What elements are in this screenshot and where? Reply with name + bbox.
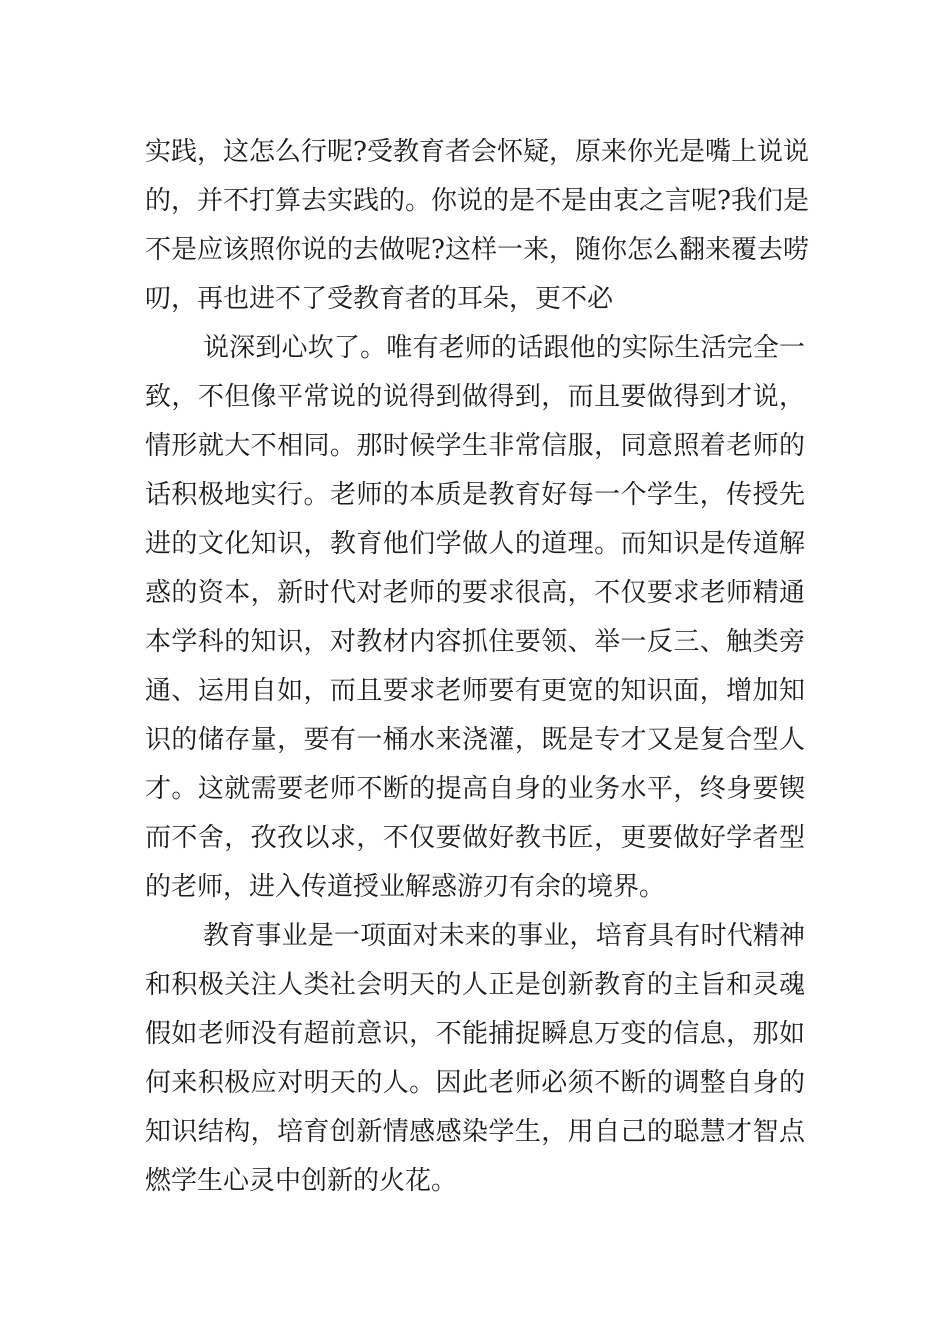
text-line: 教育事业是一项面对未来的事业，培育具有时代精神 — [203, 921, 805, 951]
text-line: 何来积极应对明天的人。因此老师必须不断的调整自身的 — [145, 1068, 805, 1098]
body-text — [145, 128, 809, 1206]
text-line: 才。这就需要老师不断的提高自身的业务水平，终身要锲 — [145, 774, 805, 804]
text-line: 燃学生心灵中创新的火花。 — [145, 1166, 458, 1196]
text-line: 叨，再也进不了受教育者的耳朵，更不必 — [145, 284, 614, 314]
text-line: 说深到心坎了。唯有老师的话跟他的实际生活完全一 — [203, 333, 805, 363]
text-line: 而不舍，孜孜以求，不仅要做好教书匠，更要做好学者型 — [145, 823, 805, 853]
text-line: 知识结构，培育创新情感感染学生，用自己的聪慧才智点 — [145, 1117, 805, 1147]
text-line: 的，并不打算去实践的。你说的是不是由衷之言呢?我们是 — [145, 186, 809, 216]
text-line: 不是应该照你说的去做呢?这样一来，随你怎么翻来覆去唠 — [145, 235, 809, 265]
text-line: 致，不但像平常说的说得到做得到，而且要做得到才说， — [145, 382, 805, 412]
text-line: 的老师，进入传道授业解惑游刃有余的境界。 — [145, 872, 666, 902]
text-line: 和积极关注人类社会明天的人正是创新教育的主旨和灵魂 — [145, 970, 805, 1000]
text-line: 惑的资本，新时代对老师的要求很高，不仅要求老师精通 — [145, 578, 805, 608]
text-line: 实践，这怎么行呢?受教育者会怀疑，原来你光是嘴上说说 — [145, 137, 809, 167]
text-line: 通、运用自如，而且要求老师要有更宽的知识面，增加知 — [145, 676, 805, 706]
text-line: 本学科的知识，对教材内容抓住要领、举一反三、触类旁 — [145, 627, 805, 657]
text-line: 情形就大不相同。那时候学生非常信服，同意照着老师的 — [145, 431, 805, 461]
text-line: 识的储存量，要有一桶水来浇灌，既是专才又是复合型人 — [145, 725, 805, 755]
text-line: 话积极地实行。老师的本质是教育好每一个学生，传授先 — [145, 480, 805, 510]
text-line: 进的文化知识，教育他们学做人的道理。而知识是传道解 — [145, 529, 805, 559]
text-line: 假如老师没有超前意识，不能捕捉瞬息万变的信息，那如 — [145, 1019, 805, 1049]
